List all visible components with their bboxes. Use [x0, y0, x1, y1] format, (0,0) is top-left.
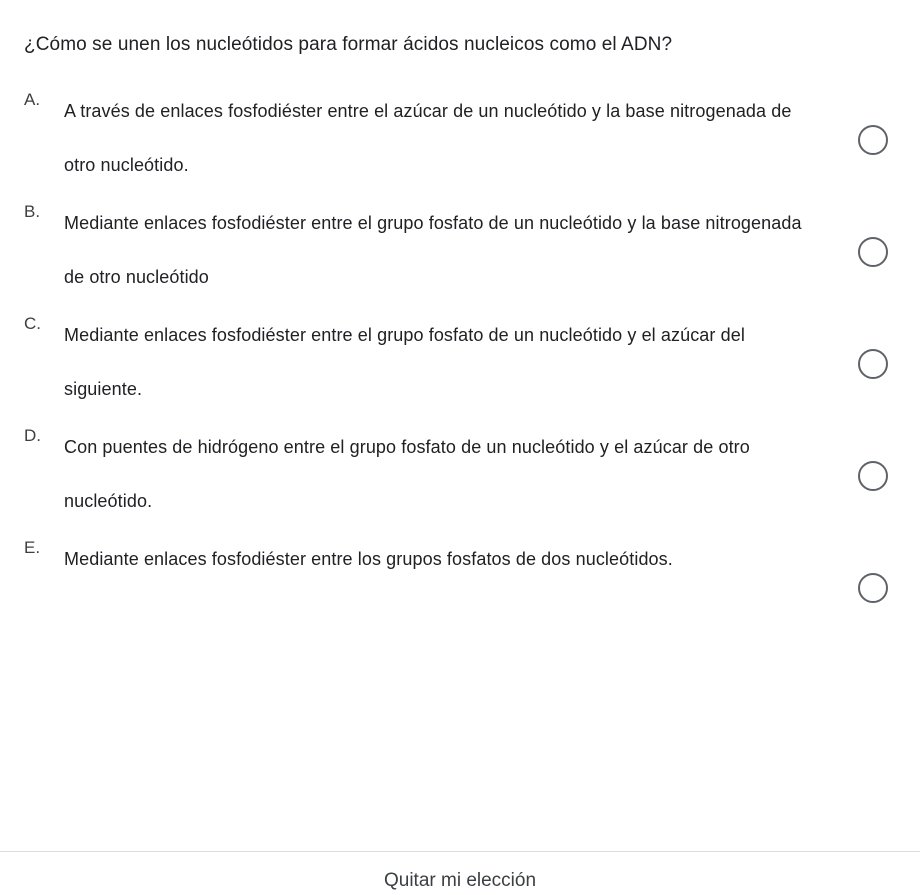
- options-list: [24, 84, 896, 644]
- option-c-radio[interactable]: [858, 349, 888, 379]
- option-c-letter: C.: [24, 314, 41, 333]
- option-d-letter: D.: [24, 426, 41, 445]
- option-e-letter: E.: [24, 538, 41, 557]
- option-a-letter: A.: [24, 90, 41, 109]
- option-c-text: Mediante enlaces fosfodiéster entre el grupo fosfato de un nucleótido y el azúcar del siguiente.: [64, 325, 745, 399]
- option-b-letter: B.: [24, 202, 41, 221]
- option-b-radio[interactable]: [858, 237, 888, 267]
- option-b[interactable]: [24, 196, 896, 308]
- clear-selection-button[interactable]: Quitar mi elección: [0, 851, 920, 895]
- option-e-text: Mediante enlaces fosfodiéster entre los grupos fosfatos de dos nucleótidos.: [64, 549, 673, 569]
- question-text: ¿Cómo se unen los nucleótidos para formar ácidos nucleicos como el ADN?: [24, 34, 673, 55]
- option-d[interactable]: [24, 420, 896, 532]
- option-a[interactable]: [24, 84, 896, 196]
- option-d-text: Con puentes de hidrógeno entre el grupo fosfato de un nucleótido y el azúcar de otro nucleótido.: [64, 437, 750, 511]
- option-a-radio[interactable]: [858, 125, 888, 155]
- option-a-text: A través de enlaces fosfodiéster entre el azúcar de un nucleótido y la base nitrogenada de otro nucleótido.: [64, 101, 792, 175]
- option-d-radio[interactable]: [858, 461, 888, 491]
- option-e-radio[interactable]: [858, 573, 888, 603]
- option-e[interactable]: [24, 532, 896, 644]
- option-b-text: Mediante enlaces fosfodiéster entre el grupo fosfato de un nucleótido y la base nitrogenada de otro nucleótido: [64, 213, 802, 287]
- option-c[interactable]: [24, 308, 896, 420]
